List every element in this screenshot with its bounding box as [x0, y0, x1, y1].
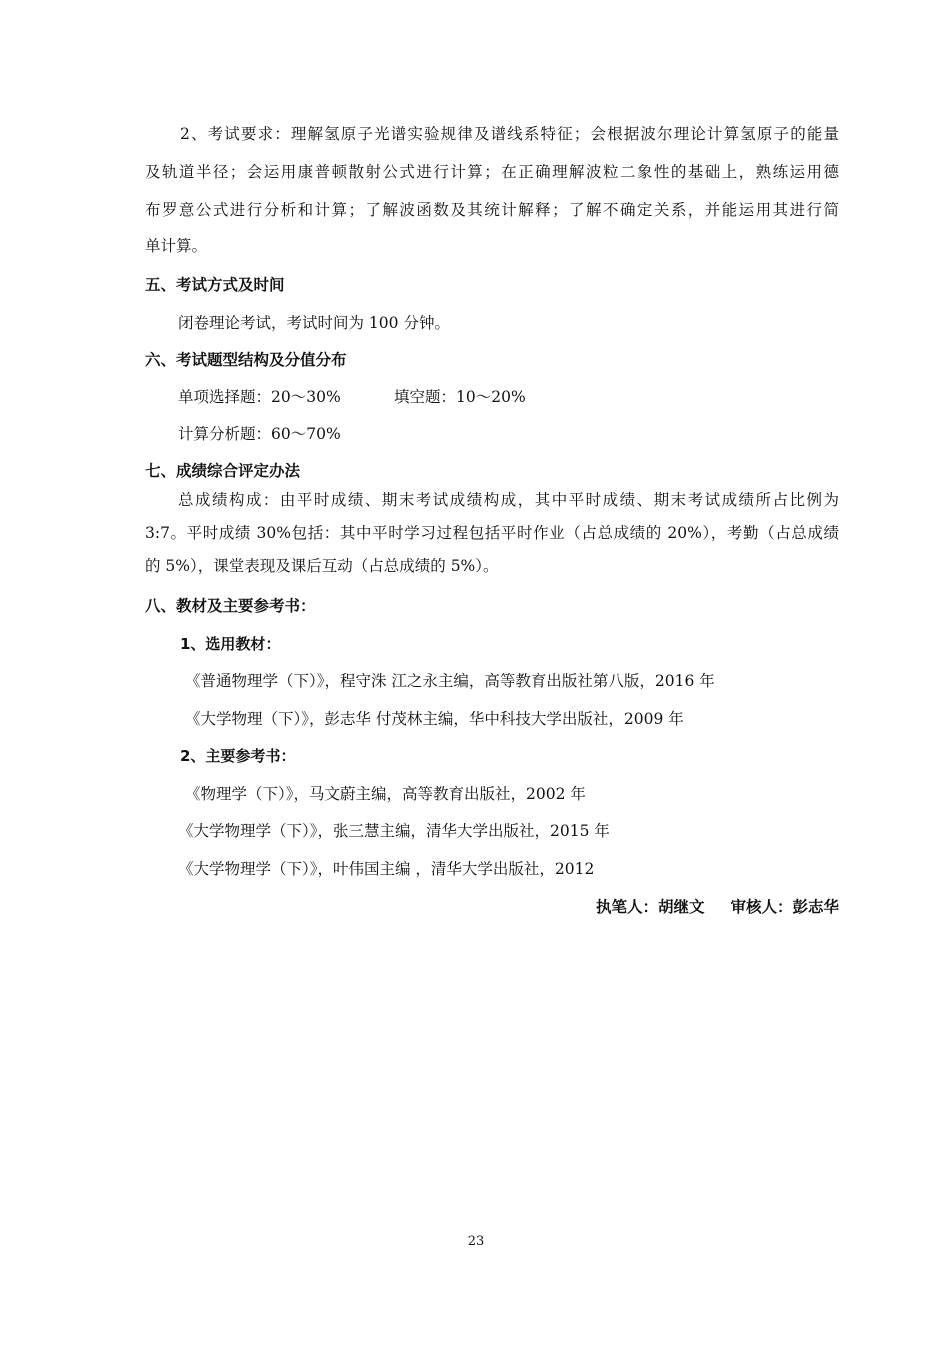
signature-line: [596, 897, 839, 917]
textbooks-heading: 1、选用教材：: [180, 635, 281, 653]
reviewer-signature: 审核人：彭志华: [730, 898, 839, 916]
fill-blank-weight: 填空题：10～20%: [394, 388, 526, 406]
exam-format-text: 闭卷理论考试，考试时间为 100 分钟。: [178, 314, 450, 332]
reference-item: 《物理学（下）》，马文蔚主编，高等教育出版社，2002 年: [185, 785, 586, 803]
references-heading: 2、主要参考书：: [180, 747, 296, 765]
requirements-line-3: 布罗意公式进行分析和计算；了解波函数及其统计解释；了解不确定关系，并能运用其进行简: [145, 201, 839, 219]
single-choice-weight: 单项选择题：20～30%: [178, 388, 341, 406]
grading-line-3: 的 5%），课堂表现及课后互动（占总成绩的 5%）。: [145, 557, 499, 575]
calculation-weight: 计算分析题：60～70%: [178, 425, 341, 443]
author-signature: 执笔人：胡继文: [595, 898, 705, 916]
grading-line-1: 总成绩构成：由平时成绩、期末考试成绩构成，其中平时成绩、期末考试成绩所占比例为: [178, 491, 839, 509]
requirements-line-4: 单计算。: [145, 237, 208, 255]
grading-line-2: 3:7。平时成绩 30%包括：其中平时学习过程包括平时作业（占总成绩的 20%），考勤（占总成绩: [145, 524, 839, 542]
section8-heading: 八、教材及主要参考书：: [145, 597, 316, 615]
requirements-line-1: 2、考试要求：理解氢原子光谱实验规律及谱线系特征；会根据波尔理论计算氢原子的能量: [180, 125, 839, 143]
textbook-item: 《普通物理学（下）》，程守洙 江之永主编，高等教育出版社第八版，2016 年: [185, 672, 715, 690]
requirements-line-2: 及轨道半径；会运用康普顿散射公式进行计算；在正确理解波粒二象性的基础上，熟练运用德: [145, 163, 839, 181]
section7-heading: 七、成绩综合评定办法: [145, 462, 301, 480]
textbook-item: 《大学物理（下）》，彭志华 付茂林主编，华中科技大学出版社，2009 年: [185, 710, 684, 728]
reference-item: 《大学物理学（下）》，张三慧主编，清华大学出版社，2015 年: [178, 822, 610, 840]
section5-heading: 五、考试方式及时间: [145, 276, 285, 294]
page-number: 23: [467, 1234, 485, 1249]
section6-heading: 六、考试题型结构及分值分布: [145, 351, 347, 369]
reference-item: 《大学物理学（下）》，叶伟国主编 ，清华大学出版社，2012: [178, 860, 595, 878]
